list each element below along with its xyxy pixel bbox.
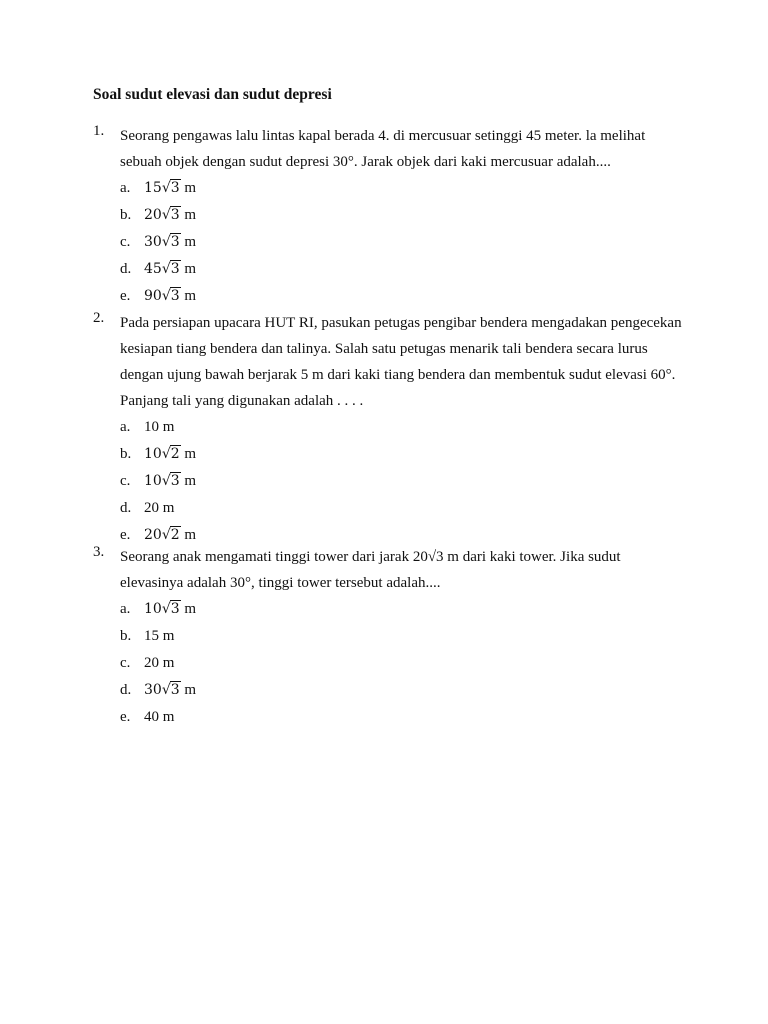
- option-unit: m: [184, 682, 197, 698]
- option-value: 15 m: [144, 628, 175, 644]
- radical-sign-icon: √: [161, 261, 171, 277]
- option-unit: m: [184, 473, 197, 489]
- question-text: Seorang anak mengamati tinggi tower dari jarak 20√3 m dari kaki tower. Jika sudut elevasinya adalah 30°, tinggi tower tersebut adalah....: [120, 549, 621, 591]
- option-letter: b.: [120, 446, 132, 462]
- square-root: [162, 677, 181, 704]
- square-root: [162, 256, 181, 283]
- option-letter: e.: [120, 527, 131, 543]
- option-value: [144, 234, 181, 250]
- option-coefficient: 30: [144, 234, 162, 250]
- option-letter: c.: [120, 473, 131, 489]
- answer-option: [120, 283, 683, 310]
- question-2: [93, 310, 683, 549]
- option-value: [144, 446, 181, 462]
- option-unit: m: [184, 180, 197, 196]
- option-coefficient: 15: [144, 180, 162, 196]
- option-unit: m: [184, 234, 197, 250]
- option-radicand: 3: [170, 473, 180, 489]
- question-number: 1.: [93, 123, 105, 139]
- radical-sign-icon: √: [161, 473, 171, 489]
- options-list: [120, 414, 683, 549]
- answer-option: [120, 175, 683, 202]
- option-radicand: 3: [170, 682, 180, 698]
- option-letter: b.: [120, 207, 132, 223]
- option-letter: d.: [120, 261, 132, 277]
- option-value: [144, 527, 181, 543]
- option-unit: m: [184, 288, 197, 304]
- option-radicand: 3: [170, 234, 180, 250]
- option-unit: m: [184, 527, 197, 543]
- square-root: [162, 175, 181, 202]
- question-3: [93, 544, 683, 731]
- answer-option: [120, 623, 683, 650]
- square-root: [162, 441, 181, 468]
- option-radicand: 3: [170, 180, 180, 196]
- option-radicand: 2: [170, 527, 180, 543]
- question-number: 3.: [93, 544, 105, 560]
- radical-sign-icon: √: [161, 682, 171, 698]
- option-letter: c.: [120, 234, 131, 250]
- question-text: Seorang pengawas lalu lintas kapal berada 4. di mercusuar setinggi 45 meter. la melihat sebuah objek dengan sudut depresi 30°. Jarak objek dari kaki mercusuar adalah....: [120, 128, 646, 170]
- answer-option: [120, 441, 683, 468]
- radical-sign-icon: √: [161, 207, 171, 223]
- page-title: Soal sudut elevasi dan sudut depresi: [93, 86, 332, 103]
- option-coefficient: 45: [144, 261, 162, 277]
- answer-option: [120, 468, 683, 495]
- radical-sign-icon: √: [161, 234, 171, 250]
- option-unit: m: [184, 207, 197, 223]
- option-coefficient: 10: [144, 446, 162, 462]
- answer-option: [120, 596, 683, 623]
- options-list: [120, 175, 683, 310]
- option-value: [144, 261, 181, 277]
- option-letter: a.: [120, 180, 131, 196]
- option-unit: m: [184, 601, 197, 617]
- question-number: 2.: [93, 310, 105, 326]
- option-unit: m: [184, 261, 197, 277]
- answer-option: [120, 256, 683, 283]
- option-value: 40 m: [144, 709, 175, 725]
- radical-sign-icon: √: [161, 601, 171, 617]
- option-coefficient: 30: [144, 682, 162, 698]
- option-coefficient: 20: [144, 527, 162, 543]
- option-radicand: 3: [170, 601, 180, 617]
- option-letter: a.: [120, 601, 131, 617]
- options-list: [120, 596, 683, 731]
- answer-option: [120, 677, 683, 704]
- square-root: [162, 468, 181, 495]
- answer-option: [120, 650, 683, 677]
- option-value: [144, 288, 181, 304]
- option-coefficient: 20: [144, 207, 162, 223]
- option-radicand: 2: [170, 446, 180, 462]
- option-letter: d.: [120, 682, 132, 698]
- option-letter: c.: [120, 655, 131, 671]
- option-value: [144, 682, 181, 698]
- option-coefficient: 90: [144, 288, 162, 304]
- answer-option: [120, 495, 683, 522]
- option-coefficient: 10: [144, 473, 162, 489]
- option-letter: b.: [120, 628, 132, 644]
- answer-option: [120, 704, 683, 731]
- option-letter: d.: [120, 500, 132, 516]
- option-coefficient: 10: [144, 601, 162, 617]
- option-value: [144, 473, 181, 489]
- square-root: [162, 283, 181, 310]
- option-unit: m: [184, 446, 197, 462]
- question-1: [93, 123, 683, 310]
- square-root: [162, 229, 181, 256]
- option-value: [144, 207, 181, 223]
- answer-option: [120, 414, 683, 441]
- radical-sign-icon: √: [161, 527, 171, 543]
- option-value: 10 m: [144, 419, 175, 435]
- option-letter: e.: [120, 288, 131, 304]
- radical-sign-icon: √: [161, 180, 171, 196]
- option-radicand: 3: [170, 288, 180, 304]
- radical-sign-icon: √: [161, 288, 171, 304]
- square-root: [162, 596, 181, 623]
- square-root: [162, 202, 181, 229]
- option-value: 20 m: [144, 655, 175, 671]
- option-value: 20 m: [144, 500, 175, 516]
- option-radicand: 3: [170, 261, 180, 277]
- radical-sign-icon: √: [161, 446, 171, 462]
- option-radicand: 3: [170, 207, 180, 223]
- option-letter: e.: [120, 709, 131, 725]
- answer-option: [120, 229, 683, 256]
- answer-option: [120, 202, 683, 229]
- option-value: [144, 180, 181, 196]
- question-text: Pada persiapan upacara HUT RI, pasukan petugas pengibar bendera mengadakan pengecekan kesiapan tiang bendera dan talinya. Salah satu petugas menarik tali bendera secara lurus dengan ujung bawah berjarak 5 m dari kaki tiang bendera dan membentuk sudut elevasi 60°. Panjang tali yang digunakan adalah . . . .: [120, 315, 682, 409]
- option-value: [144, 601, 181, 617]
- option-letter: a.: [120, 419, 131, 435]
